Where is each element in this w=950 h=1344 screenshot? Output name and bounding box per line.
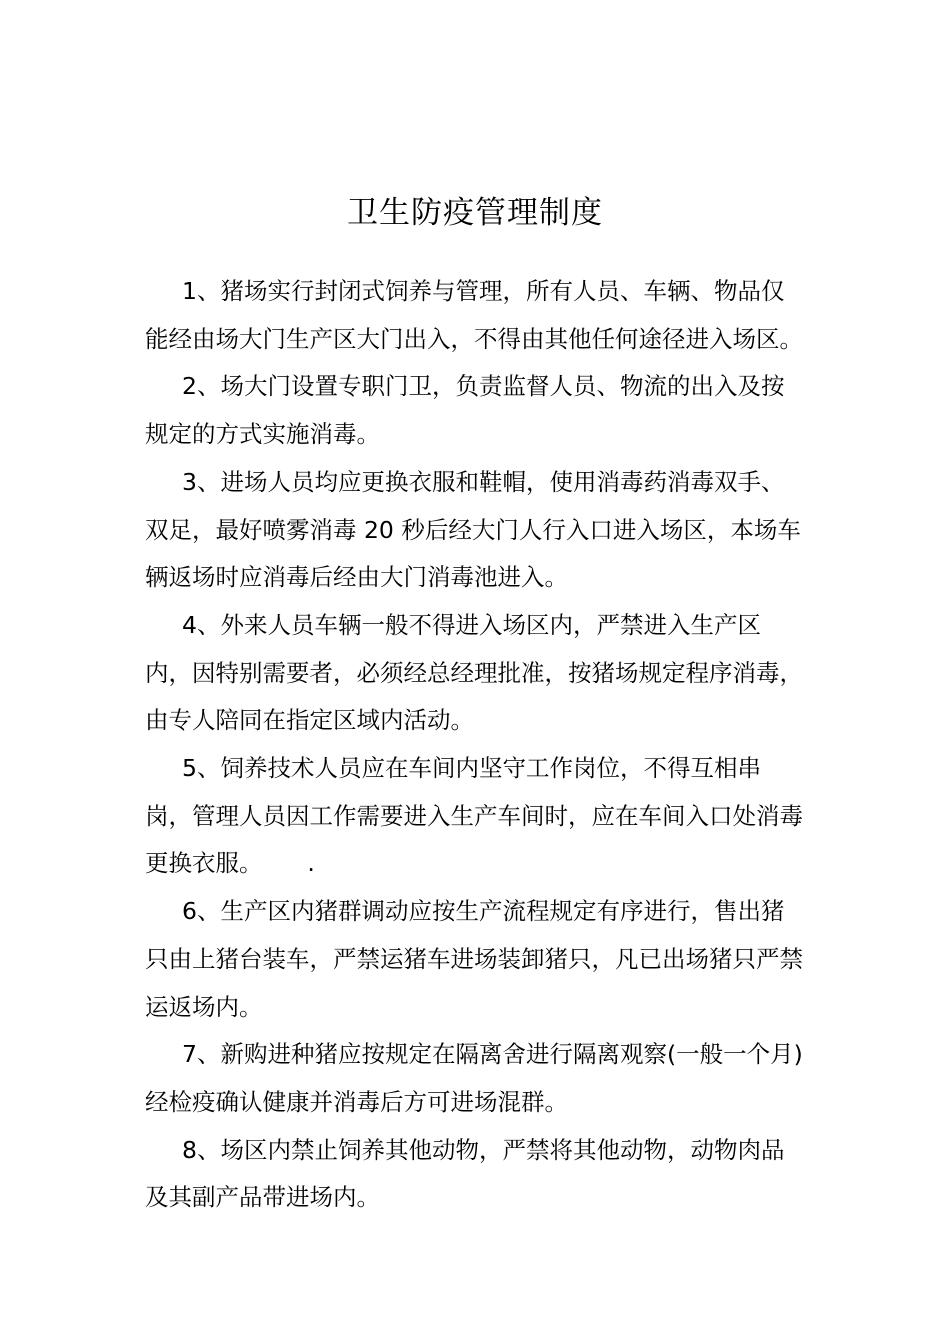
paragraph-3: 3、进场人员均应更换衣服和鞋帽，使用消毒药消毒双手、双足，最好喷雾消毒 20 秒后经大门人行入口进入场区，本场车辆返场时应消毒后经由大门消毒池进入。 <box>145 467 801 592</box>
paragraph-6: 6、生产区内猪群调动应按生产流程规定有序进行，售出猪只由上猪台装车，严禁运猪车进场装卸猪只，凡已出场猪只严禁运返场内。 <box>145 897 803 1021</box>
document-body <box>145 268 805 1222</box>
paragraph-8: 8、场区内禁止饲养其他动物，严禁将其他动物，动物肉品及其副产品带进场内。 <box>145 1135 785 1212</box>
document-title: 卫生防疫管理制度 <box>347 195 603 231</box>
paragraph-2: 2、场大门设置专职门卫，负责监督人员、物流的出入及按规定的方式实施消毒。 <box>145 372 785 449</box>
paragraph-5: 5、饲养技术人员应在车间内坚守工作岗位，不得互相串岗，管理人员因工作需要进入生产车间时，应在车间入口处消毒更换衣服。 . <box>145 754 803 878</box>
paragraph-1: 1、猪场实行封闭式饲养与管理，所有人员、车辆、物品仅能经由场大门生产区大门出入，不得由其他任何途径进入场区。 <box>145 277 803 353</box>
paragraph-4: 4、外来人员车辆一般不得进入场区内，严禁进入生产区内，因特别需要者，必须经总经理批准，按猪场规定程序消毒，由专人陪同在指定区域内活动。 <box>145 610 803 735</box>
paragraph-7: 7、新购进种猪应按规定在隔离舍进行隔离观察(一般一个月)经检疫确认健康并消毒后方可进场混群。 <box>145 1040 803 1116</box>
